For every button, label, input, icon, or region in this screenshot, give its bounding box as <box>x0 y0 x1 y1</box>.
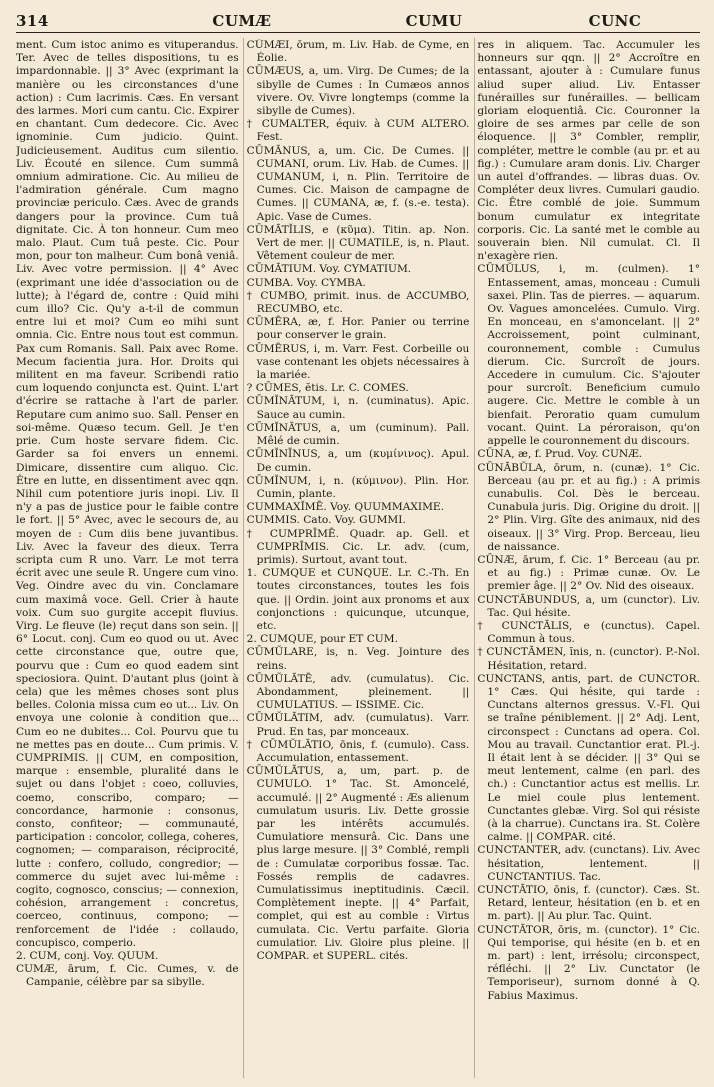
entry: 2. CUM, conj. Voy. QUUM. <box>16 950 159 963</box>
entry: CŪMÆUS, a, um. Virg. De Cumes; de la sibylle de Cumes : In Cumæos annos vivere. Ov. Vivre longtemps (comme la sibylle de Cumes). <box>246 65 470 118</box>
entry: CŪMĬNUM, i, n. (κύμινον). Plin. Hor. Cumin, plante. <box>246 474 470 500</box>
entry: † CUMPRĪMĒ. Quadr. ap. Gell. et CUMPRĪMIS. Cic. Lr. adv. (cum, primis). Surtout, avant tout. <box>246 527 470 566</box>
entry: CUNCTANTER, adv. (cunctans). Liv. Avec hésitation, lentement. || CUNCTANTIUS. Tac. <box>477 844 700 883</box>
header-left-word: CUMÆ <box>212 12 272 30</box>
entry: 1. CUMQUE et CUNQUE. Lr. C.-Th. En toutes circonstances, toutes les fois que. || Ordin. joint aux pronoms et aux conjonctions : quicunque, utcunque, etc. <box>246 567 470 632</box>
column-divider <box>243 38 244 1078</box>
entry: CUNCTĀBUNDUS, a, um (cunctor). Liv. Tac. Qui hésite. <box>477 593 700 619</box>
entry: † CUNCTĀLIS, e (cunctus). Capel. Commun à tous. <box>477 619 700 646</box>
entry: CUMMAXĬMĒ. Voy. QUUMMAXIME. <box>246 501 445 514</box>
text-columns <box>16 39 700 1079</box>
entry: CŪMĬNĀTUM, i, n. (cuminatus). Apic. Sauce au cumin. <box>246 395 470 421</box>
entry: CUNCTANS, antis, part. de CUNCTOR. 1° Cæs. Qui hésite, qui tarde : Cunctans alternos gressus. V.-Fl. Qui se traîne péniblement. || 2° Adj. Lent, circonspect : Cunctans ad opera. Col. Mou au travail. Cunctantior erat. Pl.-j. Il était lent à se décider. || 3° Qui se meut lentement, calme (en parl. des ch.) : Cunctantior actus est mellis. Lr. Le miel coule plus lentement. Cunctantes glebæ. Virg. Sol qui résiste (à la charrue). Cunctans ira. St. Colère calme. || COMPAR. cité. <box>477 672 700 844</box>
entry: CŪNĀBŬLA, ōrum, n. (cunæ). 1° Cic. Berceau (au pr. et au fig.) : A primis cunabulis. Col. Dès le berceau. Cunabula juris. Dig. Origine du droit. || 2° Plin. Virg. Gîte des animaux, nid des oiseaux. || 3° Virg. Prop. Berceau, lieu de naissance. <box>477 461 700 553</box>
header-right-word: CUNC <box>588 12 642 30</box>
header-center-word: CUMU <box>405 12 463 30</box>
entry: CŪMĬNĀTUS, a, um (cuminum). Pall. Mêlé de cumin. <box>246 421 470 448</box>
entry: CŪMŬLĀTUS, a, um, part. p. de CUMULO. 1° Tac. St. Amoncelé, accumulé. || 2° Augmenté : Æs alienum cumulatum usuris. Liv. Dette grossie par les intérêts accumulés. Cumulatiore mensurâ. Cic. Dans une plus large mesure. || 3° Comblé, rempli de : Cumulatæ corporibus fossæ. Tac. Fossés remplis de cadavres. Cumulatissimus ineptitudinis. Cæcil. Complètement inepte. || 4° Parfait, complet, qui est au comble : Virtus cumulata. Cic. Vertu parfaite. Gloria cumulatior. Liv. Gloire plus pleine. || COMPAR. et SUPERL. cités. <box>246 765 470 963</box>
entry: CŪMĀNUS, a, um. Cic. De Cumes. || CUMANI, orum. Liv. Hab. de Cumes. || CUMANUM, i, n. Plin. Territoire de Cumes. Cic. Maison de campagne de Cumes. || CUMANA, æ, f. (s.-e. testa). Apic. Vase de Cumes. <box>246 144 470 223</box>
entry: CUMBA. Voy. CYMBA. <box>246 276 366 289</box>
entry: CŪNÆ, ārum, f. Cic. 1° Berceau (au pr. et au fig.) : Primæ cunæ. Ov. Le premier âge. || 2° Ov. Nid des oiseaux. <box>477 553 700 593</box>
entry: CŪNA, æ, f. Prud. Voy. CUNÆ. <box>477 448 643 461</box>
entry: † CUMALTER, équiv. à CUM ALTERO. Fest. <box>246 118 470 144</box>
entry: CUMMIS. Cato. Voy. GUMMI. <box>246 514 406 527</box>
entry: CUMÆ, ārum, f. Cic. Cumes, v. de Campanie, célèbre par sa sibylle. <box>16 963 239 989</box>
column-divider <box>474 38 475 1078</box>
page-number: 314 <box>16 12 49 30</box>
entry: CŪMŬLUS, i, m. (culmen). 1° Entassement, amas, monceau : Cumuli saxei. Plin. Tas de pierres. — aquarum. Ov. Vagues amoncelées. Cumulo. Virg. En monceau, en s'amoncelant. || 2° Accroissement, point culminant, couronnement, comble : Cumulus dierum. Cic. Surcroît de jours. Accedere in cumulum. Cic. S'ajouter pour surcroît. Beneficium cumulo augere. Cic. Mettre le comble à un bienfait. Peroratio quam cumulum vocant. Quint. La péroraison, qu'on appelle le couronnement du discours. <box>477 263 700 448</box>
running-header <box>16 12 700 33</box>
entry: CUNCTĀTOR, ōris, m. (cunctor). 1° Cic. Qui temporise, qui hésite (en b. et en m. part) : lent, irrésolu; circonspect, réfléchi. || 2° Liv. Cunctator (le Temporiseur), surnom donné à Q. Fabius Maximus. <box>477 923 700 1002</box>
entry: CŪMĬNĪNUS, a, um (κυμίνινος). Apul. De cumin. <box>246 448 470 474</box>
entry: ? CŪMES, ĕtis. Lr. C. COMES. <box>246 382 409 395</box>
entry: CŪMŬLĀTĒ, adv. (cumulatus). Cic. Abondamment, pleinement. || CUMULATIUS. — ISSIME. Cic. <box>246 672 470 712</box>
entry: CUNCTĀTIO, ōnis, f. (cunctor). Cæs. St. Retard, lenteur, hésitation (en b. et en m. part). || Au plur. Tac. Quint. <box>477 884 700 923</box>
entry: † CŪMŬLĀTIO, ōnis, f. (cumulo). Cass. Accumulation, entassement. <box>246 738 470 764</box>
column-middle <box>247 39 470 1079</box>
entry: CŪMĀTĬLIS, e (κῦμα). Titin. ap. Non. Vert de mer. || CUMATILE, is, n. Plaut. Vêtement couleur de mer. <box>246 223 470 263</box>
entry: 2. CUMQUE, pour ET CUM. <box>246 633 398 646</box>
entry: CŪMĒRA, æ, f. Hor. Panier ou terrine pour conserver le grain. <box>246 316 470 342</box>
column-left <box>16 39 239 1079</box>
column-right <box>477 39 700 1079</box>
entry: CŪMĒRUS, i, m. Varr. Fest. Corbeille ou vase contenant les objets nécessaires à la mariée. <box>246 342 470 382</box>
entry: ment. Cum istoc animo es vituperandus. Ter. Avec de telles dispositions, tu es impardonnable. || 3° Avec (exprimant la manière ou les circonstances d'une action) : Cum lacrimis. Cæs. En versant des larmes. Mori cum cantu. Cic. Expirer en chantant. Cum dedecore. Cic. Avec ignominie. Cum judicio. Quint. Judicieusement. Auditus cum silentio. Liv. Écouté en silence. Cum summâ omnium admiratione. Cic. Au milieu de l'admiration générale. Cum magno provinciæ periculo. Cæs. Avec de grands dangers pour la province. Cum tuâ dignitate. Cic. À ton honneur. Cum meo malo. Plaut. Cum tuâ peste. Cic. Pour mon, pour ton malheur. Cum bonâ veniâ. Liv. Avec votre permission. || 4° Avec (exprimant une idée d'association ou de lutte); à l'égard de, contre : Quid mihi cum illo? Cic. Qu'y a-t-il de commun entre lui et moi? Cum eo mihi sunt omnia. Cic. Entre nous tout est commun. Pax cum Romanis. Sall. Paix avec Rome. Mecum facientia jura. Hor. Droits qui militent en ma faveur. Scribendi ratio cum loquendo conjuncta est. Quint. L'art d'écrire se rattache à l'art de parler. Reputare cum animo suo. Sall. Penser en soi-même. Quæso tecum. Gell. Je t'en prie. Cum hoste servare fidem. Cic. Garder sa foi envers un ennemi. Dimicare, dissentire cum aliquo. Cic. Être en lutte, en dissentiment avec qqn. Nihil cum potentiore juris inopi. Liv. Il n'y a pas de justice pour le faible contre le fort. || 5° Avec, avec le secours de, au moyen de : Cum diis bene juvantibus. Liv. Avec la faveur des dieux. Terra scripta cum R uno. Varr. Le mot terra écrit avec une seule R. Ungere cum vino. Veg. Oindre avec du vin. Conclamare cum maximâ voce. Gell. Crier à haute voix. Cum suo gurgite accepit fluvius. Virg. Le fleuve (le) reçut dans son sein. || 6° Locut. conj. Cum eo quod ou ut. Avec cette circonstance que, outre que, pourvu que : Cum eo quod eadem sint speciosiora. Quint. D'autant plus (joint à cela) que les mêmes choses sont plus belles. Colonia missa cum eo ut... Liv. On envoya une colonie à condition que... Cum eo ne dubites... Col. Pourvu que tu ne mettes pas en doute... Cum primis. V. CUMPRIMIS. || CUM, en composition, marque : ensemble, pluralité dans le sujet ou dans l'objet : coeo, colluvies, coemo, conscribo, comparo; — concordance, harmonie : consonus, consto, confiteor; — communauté, participation : concolor, collega, coheres, cognomen; — comparaison, réciprocité, lutte : confero, colludo, congredior; — commerce du sujet avec lui-même : cogito, cognosco, conscius; — connexion, cohésion, arrangement : concretus, coerceo, continuus, compono; — renforcement de l'idée : collaudo, concupisco, comperio. <box>16 39 239 949</box>
entry: † CUNCTĀMEN, ĭnis, n. (cunctor). P.-Nol. Hésitation, retard. <box>477 646 700 672</box>
entry: CŪMĀTIUM. Voy. CYMATIUM. <box>246 263 412 276</box>
entry: CŪMŬLARE, is, n. Veg. Jointure des reins. <box>246 646 470 672</box>
entry: † CUMBO, primit. inus. de ACCUMBO, RECUMBO, etc. <box>246 289 470 316</box>
entry: CŪMÆI, ōrum, m. Liv. Hab. de Cyme, en Éolie. <box>246 39 470 65</box>
entry: res in aliquem. Tac. Accumuler les honneurs sur qqn. || 2° Accroître en entassant, ajouter à : Cumulare funus aliud super aliud. Liv. Entasser funérailles sur funérailles. — bellicam gloriam eloquentiâ. Cic. Couronner la gloire de ses armes par celle de son éloquence. || 3° Combler, remplir, compléter, mettre le comble (au pr. et au fig.) : Cumulare aram donis. Liv. Charger un autel d'offrandes. — libras duas. Ov. Compléter deux livres. Cumulari gaudio. Cic. Être comblé de joie. Summum bonum cumulatur ex integritate corporis. Cic. La santé met le comble au souverain bien. Nil cumulat. Cl. Il n'exagère rien. <box>477 39 700 263</box>
entry: CŪMŬLĀTIM, adv. (cumulatus). Varr. Prud. En tas, par monceaux. <box>246 712 470 738</box>
